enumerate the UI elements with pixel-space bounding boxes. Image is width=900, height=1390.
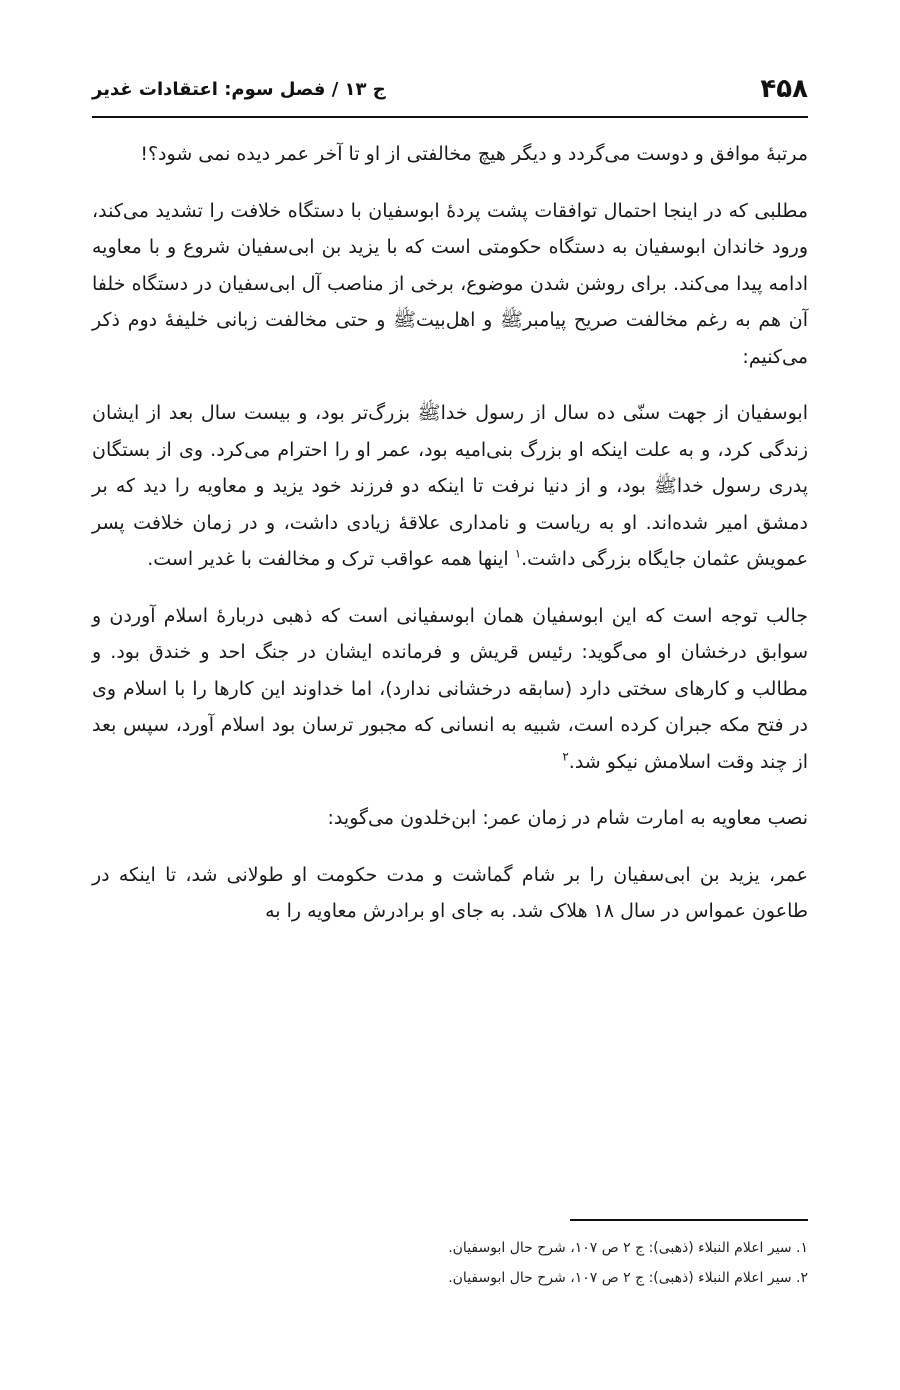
paragraph-2: [92, 193, 808, 376]
paragraph-6-text: عمر، یزید بن ابی‌سفیان را بر شام گماشت و مدت حکومت او طولانی شد، تا اینکه در طاعون عمواس در سال ۱۸ هلاک شد. به جای او برادرش معاویه را به: [92, 863, 808, 922]
page-body: [92, 136, 808, 950]
footnote-mark-2[interactable]: ۲: [562, 749, 569, 764]
paragraph-4-text: جالب توجه است که این ابوسفیان همان ابوسفیانی است که ذهبی دربارۀ اسلام آوردن و سوابق درخشان او می‌گوید: رئیس قریش و فرمانده ایشان در جنگ احد و خندق بود. و مطالب و کارهای سختی دارد (سابقه درخشانی ندارد)، اما خداوند این کارها را با اسلام وی در فتح مکه جبران کرده است، شبیه به انسانی که مجبور ترسان بود اسلام آورد، سپس بعد از چند وقت اسلامش نیکو شد.: [92, 604, 808, 773]
paragraph-3-text: ابوسفیان از جهت سنّی ده سال از رسول خداﷺ بزرگ‌تر بود، و بیست سال بعد از ایشان زندگی کرد، و به علت اینکه او بزرگ بنی‌امیه بود، عمر او را احترام می‌کرد. وی از بستگان پدری رسول خداﷺ بود، و از دنیا نرفت تا اینکه دو فرزند خود یزید و معاویه را دید که بر دمشق امیر شده‌اند. او به ریاست و نامداری علاقۀ زیادی داشت، و در زمان خلافت پسر عمویش عثمان جایگاه بزرگی داشت.: [92, 402, 808, 570]
footnote-rule: [570, 1219, 808, 1221]
paragraph-1-text: مرتبۀ موافق و دوست می‌گردد و دیگر هیچ مخالفتی از او تا آخر عمر دیده نمی شود؟!: [140, 143, 808, 165]
paragraph-5: [92, 800, 808, 837]
paragraph-5-text: نصب معاویه به امارت شام در زمان عمر: ابن‌خلدون می‌گوید:: [327, 807, 808, 829]
footnotes: [92, 1233, 808, 1293]
paragraph-6: [92, 857, 808, 930]
paragraph-3-tail: اینها همه عواقب ترک و مخالفت با غدیر است.: [147, 548, 509, 570]
paragraph-3: [92, 395, 808, 578]
paragraph-1: [92, 136, 808, 173]
page-number: ۴۵۸: [760, 74, 808, 104]
header-rule: [92, 116, 808, 118]
running-title: ج ۱۳ / فصل سوم: اعتقادات غدیر: [92, 79, 386, 100]
footnote-1: ۱. سیر اعلام النبلاء (ذهبی): ج ۲ ص ۱۰۷، شرح حال ابوسفیان.: [448, 1240, 808, 1256]
footnote-mark-1[interactable]: ۱: [514, 546, 522, 561]
paragraph-2-text: مطلبی که در اینجا احتمال توافقات پشت پردۀ ابوسفیان با دستگاه خلافت را تشدید می‌کند، ورود خاندان ابوسفیان به دستگاه حکومتی است که با یزید بن ابی‌سفیان شروع و با معاویه ادامه پیدا می‌کند. برای روشن شدن موضوع، برخی از مناصب آل ابی‌سفیان در دستگاه خلفا آن هم به رغم مخالفت صریح پیامبرﷺ و اهل‌بیتﷺ و حتی مخالفت زبانی خلیفۀ دوم ذکر می‌کنیم:: [92, 199, 808, 368]
page-header: [92, 72, 808, 112]
footnote-2: ۲. سیر اعلام النبلاء (ذهبی): ج ۲ ص ۱۰۷، شرح حال ابوسفیان.: [448, 1270, 808, 1286]
paragraph-4: [92, 598, 808, 781]
